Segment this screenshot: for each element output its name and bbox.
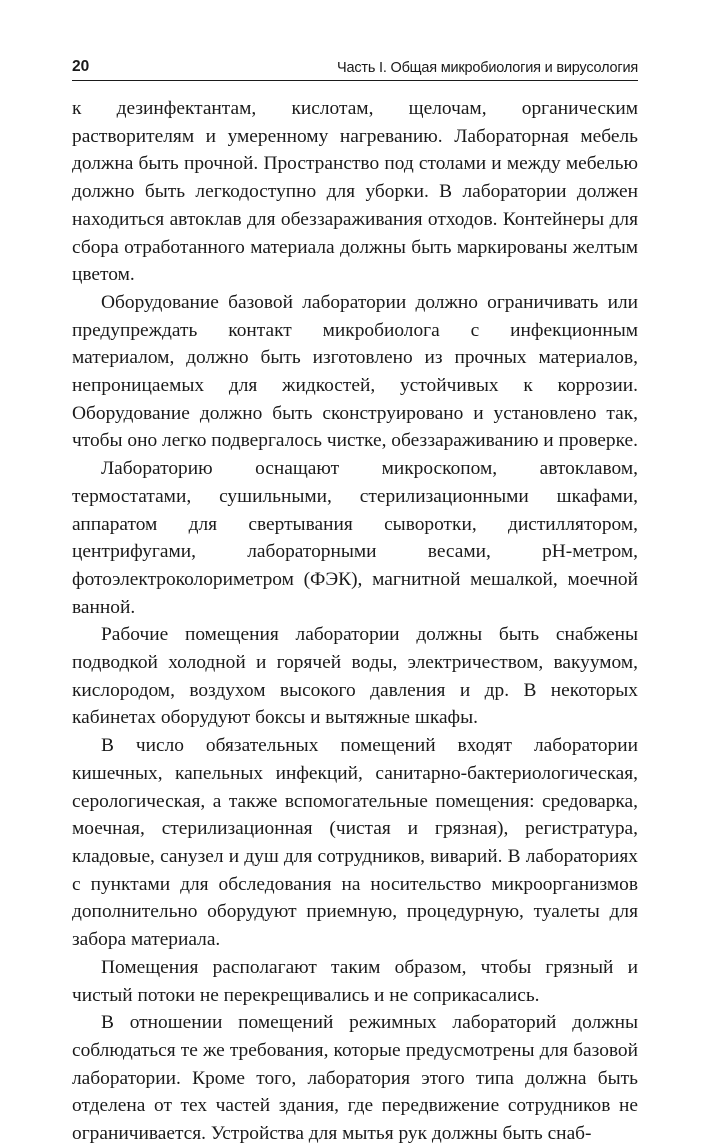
book-page (72, 58, 638, 1148)
paragraph: Лабораторию оснащают микроскопом, автоклавом, термостатами, сушильными, стерилизационными шкафами, аппаратом для свертывания сыворотки, дистиллятором, центрифугами, лабораторными весами, рН-метром, фотоэлектроколориметром (ФЭК), магнитной мешалкой, моечной ванной. (72, 458, 638, 618)
paragraph-continued: к дезинфектантам, кислотам, щелочам, органическим растворителям и умеренному нагреванию. Лабораторная мебель должна быть прочной. Пространство под столами и между мебелью должно быть легкодоступно для уборки. В лаборатории должен находиться автоклав для обеззараживания отходов. Контейнеры для сбора отработанного материала должны быть маркированы желтым цветом. (72, 98, 638, 286)
paragraph: В отношении помещений режимных лабораторий должны соблюдаться те же требования, которые предусмотрены для базовой лаборатории. Кроме того, лаборатория этого типа должна быть отделена от тех частей здания, где передвижение сотрудников не ограничивается. Устройства для мытья рук должны быть снаб- (72, 1012, 638, 1145)
paragraph: Рабочие помещения лаборатории должны быть снабжены подводкой холодной и горячей воды, электричеством, вакуумом, кислородом, воздухом высокого давления и др. В некоторых кабинетах оборудуют боксы и вытяжные шкафы. (72, 624, 638, 729)
body-text (72, 95, 638, 1148)
page-number: 20 (72, 58, 90, 75)
paragraph: В число обязательных помещений входят лаборатории кишечных, капельных инфекций, санитарно-бактериологическая, серологическая, а также вспомогательные помещения: средоварка, моечная, стерилизационная (чистая и грязная), регистратура, кладовые, санузел и душ для сотрудников, виварий. В лабораториях с пунктами для обследования на носительство микроорганизмов дополнительно оборудуют приемную, процедурную, туалеты для забора материала. (72, 735, 638, 951)
paragraph: Помещения располагают таким образом, чтобы грязный и чистый потоки не перекрещивались и не соприкасались. (72, 956, 638, 1006)
page-header (72, 58, 638, 81)
paragraph: Оборудование базовой лаборатории должно ограничивать или предупреждать контакт микробиолога с инфекционным материалом, должно быть изготовлено из прочных материалов, непроницаемых для жидкостей, устойчивых к коррозии. Оборудование должно быть сконструировано и установлено так, чтобы оно легко подвергалось чистке, обеззараживанию и проверке. (72, 291, 639, 452)
running-title: Часть I. Общая микробиология и вирусология (337, 60, 638, 76)
